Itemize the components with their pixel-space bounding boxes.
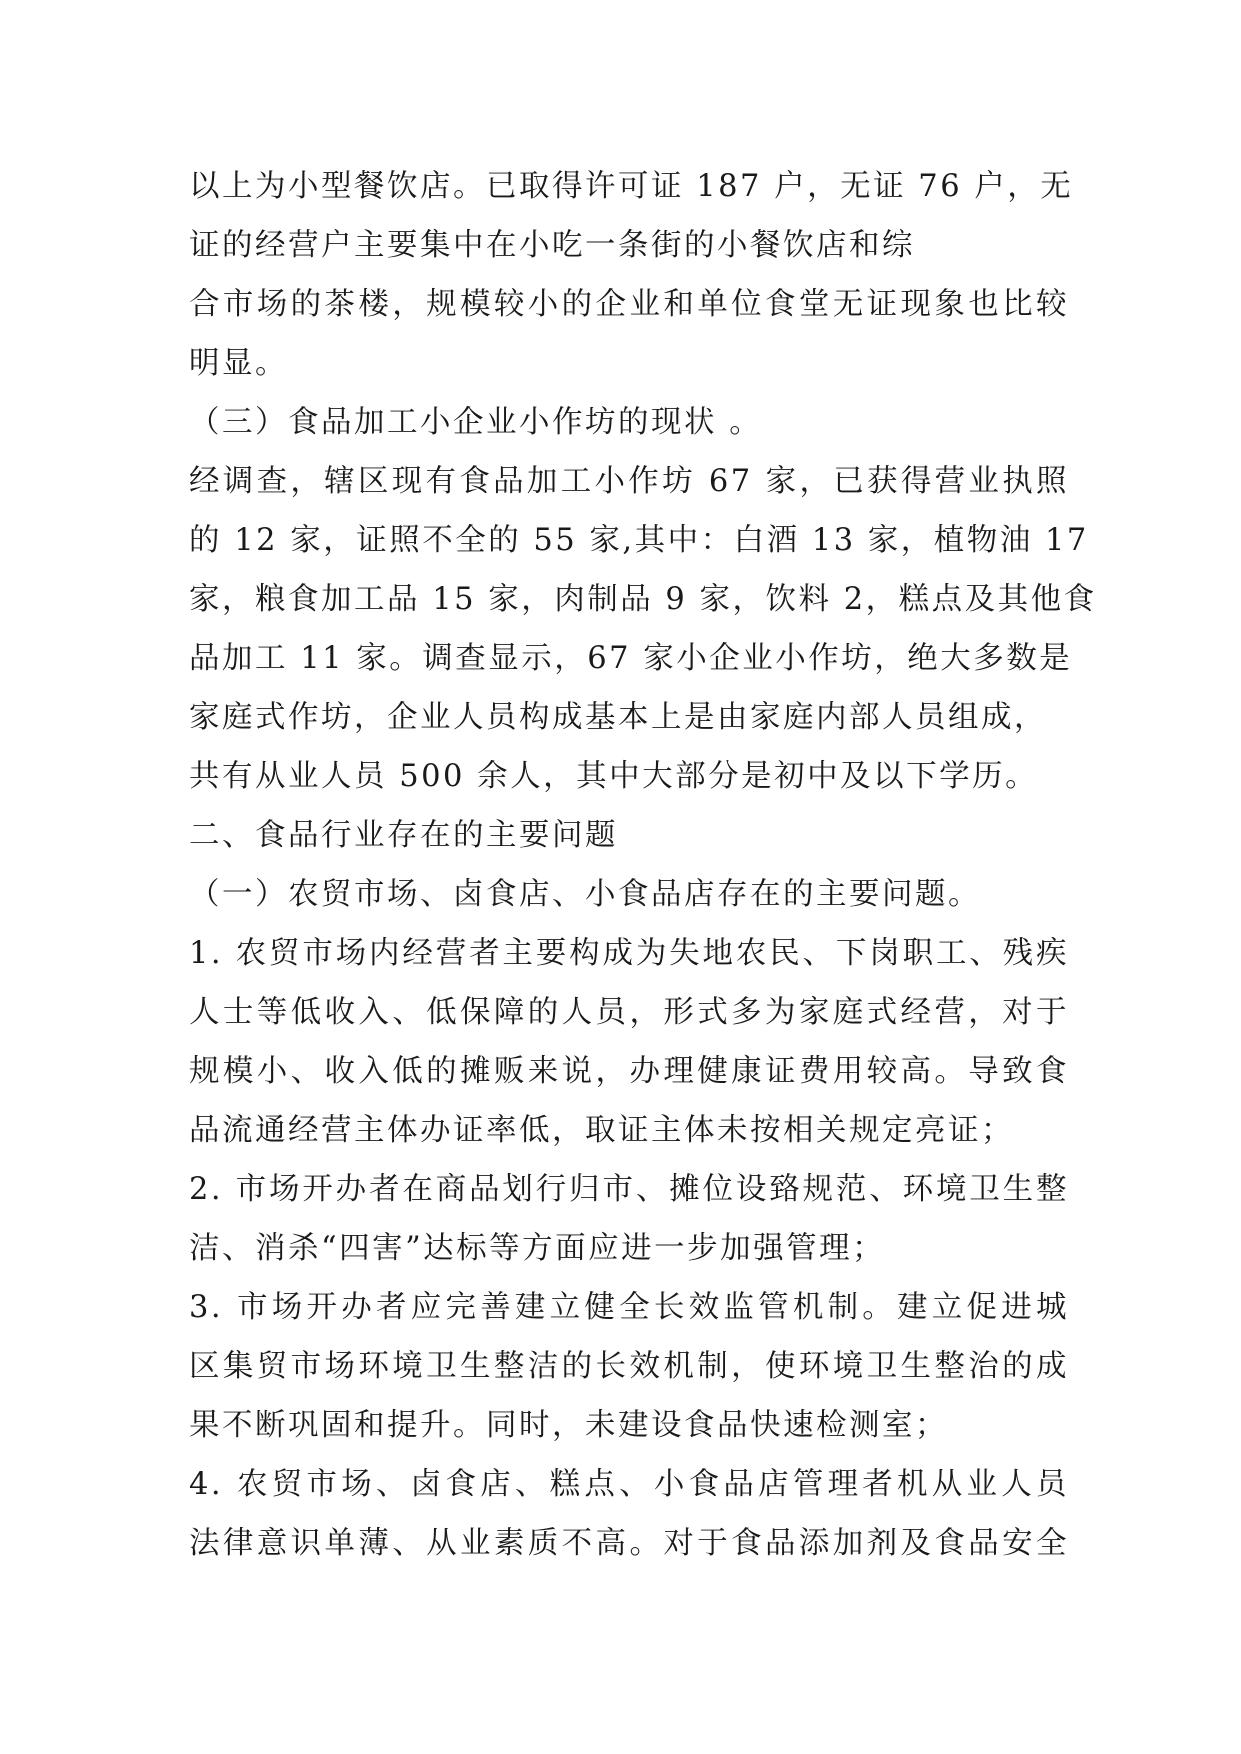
paragraph-line: 明显。 xyxy=(189,346,288,381)
paragraph-line: 以上为小型餐饮店。已取得许可证 187 户，无证 76 户，无 xyxy=(189,169,1074,204)
section-heading: （一）农贸市场、卤食店、小食品店存在的主要问题。 xyxy=(189,877,981,912)
paragraph-line: 家庭式作坊，企业人员构成基本上是由家庭内部人员组成， xyxy=(189,700,1047,735)
list-item-line: 3. 市场开办者应完善建立健全长效监管机制。建立促进城 xyxy=(189,1290,1069,1325)
paragraph-line: 合市场的茶楼，规模较小的企业和单位食堂无证现象也比较 xyxy=(189,287,1069,322)
paragraph-line: 人士等低收入、低保障的人员，形式多为家庭式经营，对于 xyxy=(189,995,1069,1030)
list-item-line: 4. 农贸市场、卤食店、糕点、小食品店管理者机从业人员 xyxy=(189,1467,1069,1502)
paragraph-line: 果不断巩固和提升。同时，未建设食品快速检测室； xyxy=(189,1408,948,1443)
paragraph-line: 家，粮食加工品 15 家，肉制品 9 家，饮料 2，糕点及其他食 xyxy=(189,582,1097,617)
paragraph-line: 的 12 家，证照不全的 55 家,其中：白酒 13 家，植物油 17 xyxy=(189,523,1089,558)
paragraph-line: 品加工 11 家。调查显示，67 家小企业小作坊，绝大多数是 xyxy=(189,641,1073,676)
section-heading: 二、食品行业存在的主要问题 xyxy=(189,818,618,853)
paragraph-line: 洁、消杀“四害”达标等方面应进一步加强管理； xyxy=(189,1231,886,1266)
paragraph-line: 法律意识单薄、从业素质不高。对于食品添加剂及食品安全 xyxy=(189,1526,1069,1561)
paragraph-line: 品流通经营主体办证率低，取证主体未按相关规定亮证； xyxy=(189,1113,1014,1148)
document-body xyxy=(189,157,1097,1573)
paragraph-line: 区集贸市场环境卫生整洁的长效机制，使环境卫生整治的成 xyxy=(189,1349,1069,1384)
paragraph-line: 共有从业人员 500 余人，其中大部分是初中及以下学历。 xyxy=(189,759,1039,794)
paragraph-line: 证的经营户主要集中在小吃一条街的小餐饮店和综 xyxy=(189,228,915,263)
section-heading: （三）食品加工小企业小作坊的现状 。 xyxy=(189,405,763,440)
paragraph-line: 经调查，辖区现有食品加工小作坊 67 家，已获得营业执照 xyxy=(189,464,1069,499)
list-item-line: 1. 农贸市场内经营者主要构成为失地农民、下岗职工、残疾 xyxy=(189,936,1069,971)
list-item-line: 2. 市场开办者在商品划行归市、摊位设臵规范、环境卫生整 xyxy=(189,1172,1069,1207)
paragraph-line: 规模小、收入低的摊贩来说，办理健康证费用较高。导致食 xyxy=(189,1054,1069,1089)
